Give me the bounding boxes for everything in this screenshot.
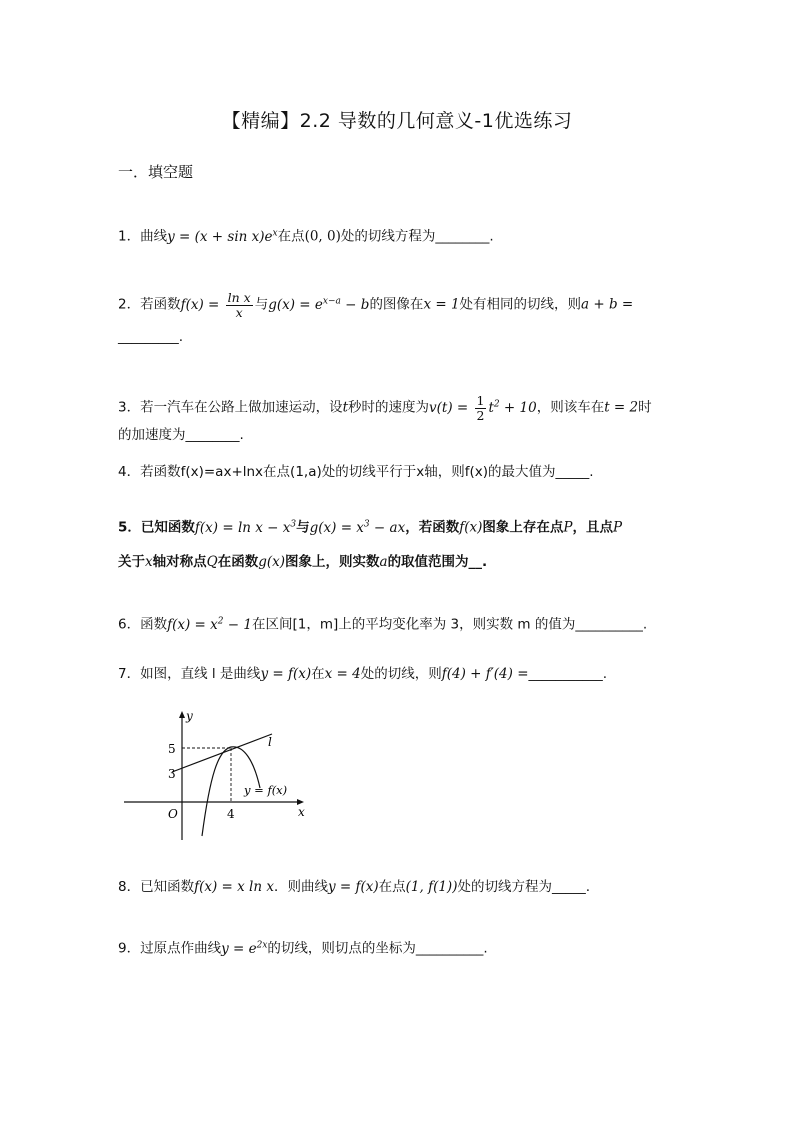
- y-axis-label: y: [186, 709, 193, 723]
- tick-label-3: 3: [168, 767, 176, 781]
- tick-label-5: 5: [168, 742, 176, 756]
- q6-f-expr: $f(x) = x^2 - 1$: [167, 616, 252, 633]
- question-6: 6．函数$f(x) = x^2 - 1$在区间[1，m]上的平均变化率为 3，则实数 m 的值为__________.: [118, 616, 648, 633]
- question-5: 5．已知函数$f(x) = \ln x - x^3$与$g(x) = x^3$ − ax，若函数f(x)图象上存在点P，且点P: [118, 519, 623, 536]
- q5-f-expr: $f(x) = \ln x - x^3$: [194, 519, 297, 536]
- x-axis-label: x: [298, 805, 305, 819]
- y-axis-arrow: [179, 711, 185, 718]
- q9-curve-expr: $y = e^{2x}$: [221, 940, 268, 957]
- question-3-line2: 的加速度为________.: [118, 427, 244, 443]
- question-8: 8．已知函数f(x) = x ln x．则曲线y = f(x)在点(1, f(1))处的切线方程为_____.: [118, 879, 591, 895]
- section-heading: 一．填空题: [118, 163, 194, 181]
- question-1: 1．曲线$y = (x + \sin x)e^x$在点(0, 0)处的切线方程为________.: [118, 228, 494, 245]
- q1-point: (0, 0): [304, 228, 341, 245]
- tangent-line-figure: [118, 706, 318, 846]
- tick-label-4: 4: [227, 807, 235, 821]
- q2-f-expr: f(x) = $\frac{\text{ln x}}{x}$: [180, 289, 251, 320]
- q5-g-expr: $g(x) = x^3$ − ax: [309, 519, 406, 536]
- question-3: 3．若一汽车在公路上做加速运动，设t秒时的速度为v(t) = $\frac{1}{2}$ $t^2 + 10$，则该车在t = 2时: [118, 392, 652, 423]
- question-4: 4．若函数f(x)=ax+lnx在点(1,a)处的切线平行于x轴，则f(x)的最大值为_____.: [118, 464, 594, 480]
- curve-label: y = f(x): [244, 783, 288, 797]
- question-5-line2: 关于x轴对称点Q在函数g(x)图象上，则实数a的取值范围为__.: [118, 554, 488, 570]
- q3-velocity-expr: v(t) = $\frac{1}{2}$ $t^2 + 10$: [429, 392, 537, 423]
- q1-curve-expr: $y = (x + \sin x)e^x$: [167, 228, 278, 245]
- question-2: 2．若函数f(x) = $\frac{\text{ln x}}{x}$ 与$g(x) = e^{x-a} - b$的图像在x = 1处有相同的切线，则a + b =: [118, 289, 634, 320]
- question-9: 9．过原点作曲线$y = e^{2x}$的切线，则切点的坐标为__________.: [118, 940, 488, 957]
- origin-label: O: [168, 807, 178, 821]
- line-label-l: l: [268, 735, 272, 749]
- document-title: 【精编】2.2 导数的几何意义-1优选练习: [221, 110, 573, 132]
- question-7: 7．如图，直线 l 是曲线y = f(x)在x = 4处的切线，则f(4) + f′(4) =___________.: [118, 666, 608, 682]
- q2-g-expr: $g(x) = e^{x-a} - b$: [268, 296, 370, 313]
- question-2-line2: _________.: [118, 329, 184, 345]
